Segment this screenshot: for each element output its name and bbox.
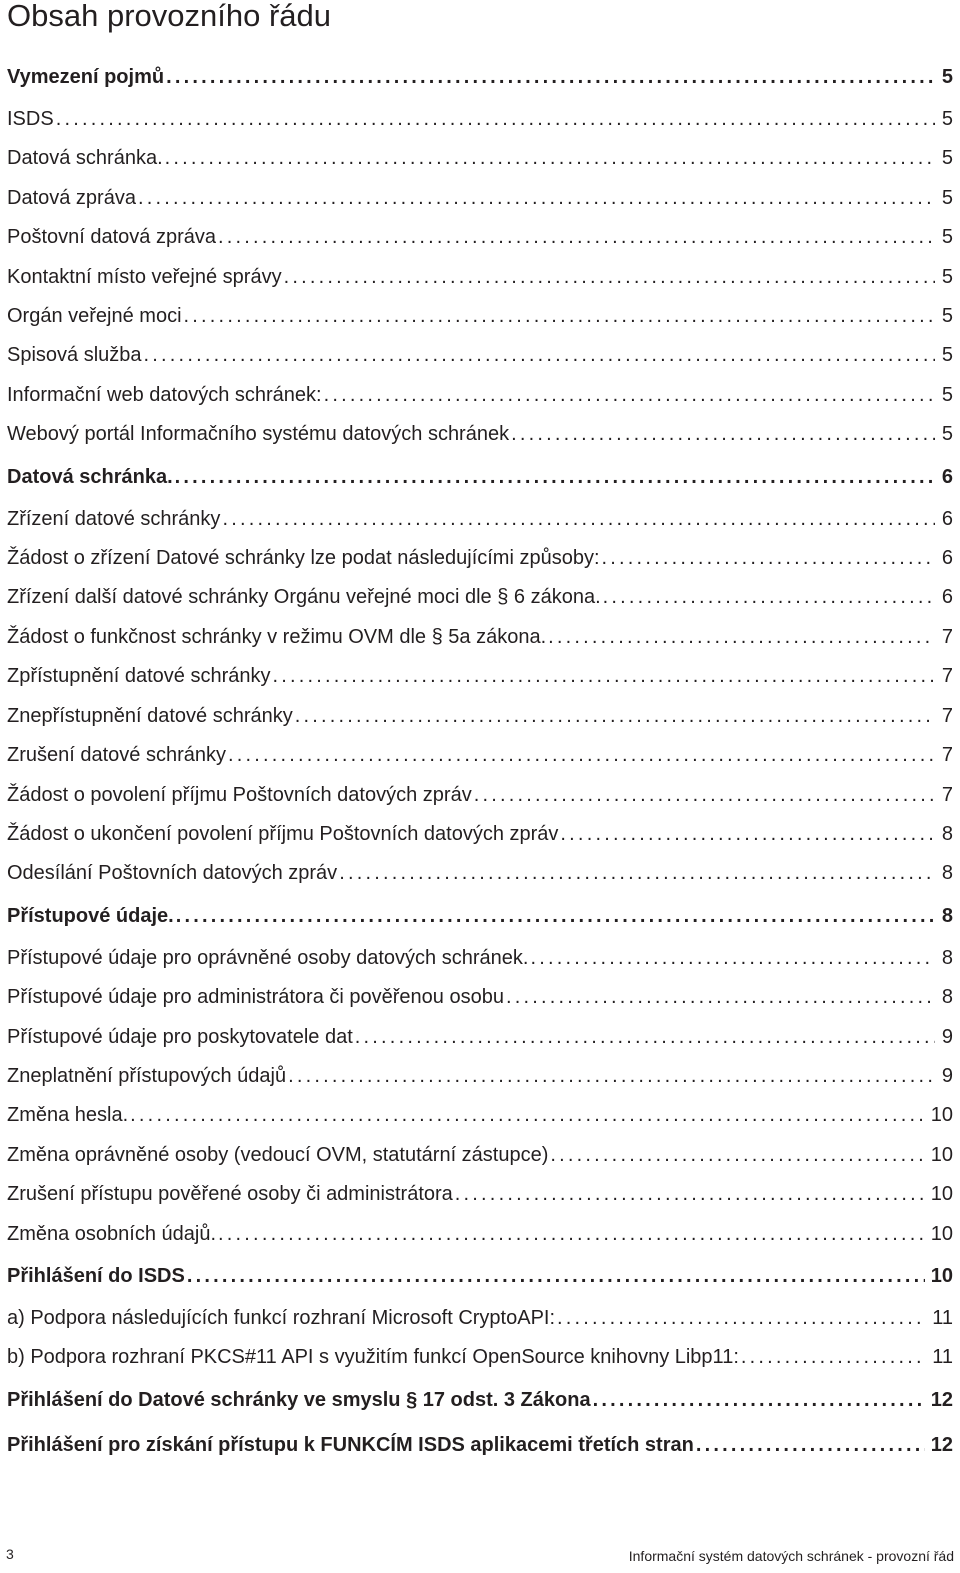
toc-entry[interactable] — [7, 415, 953, 454]
toc-entry-page: 10 — [930, 1143, 953, 1166]
toc-entry-label: a) Podpora následujících funkcí rozhraní Microsoft CryptoAPI: — [7, 1306, 556, 1329]
toc-entry-page: 6 — [941, 547, 953, 570]
toc-entry-page: 10 — [930, 1183, 953, 1206]
toc-entry-label: Změna oprávněné osoby (vedoucí OVM, statutární zástupce) — [7, 1143, 549, 1166]
toc-entry-page: 5 — [941, 66, 953, 88]
toc-entry[interactable] — [7, 1096, 953, 1135]
toc-entry-page: 5 — [941, 305, 953, 328]
toc-entry-label: Přihlášení do ISDS — [7, 1264, 185, 1287]
toc-leader-dots — [455, 1175, 925, 1214]
toc-leader-dots — [295, 697, 935, 736]
toc-leader-dots — [355, 1018, 935, 1057]
toc-leader-dots — [696, 1423, 925, 1468]
toc-leader-dots — [560, 815, 935, 854]
toc-entry-page: 5 — [941, 108, 953, 130]
toc-entry-label: Webový portál Informačního systému datových schránek — [7, 423, 510, 446]
toc-entry-label: ISDS — [7, 108, 54, 130]
toc-leader-dots — [603, 578, 935, 617]
toc-entry[interactable] — [7, 1423, 953, 1468]
toc-entry-label: Přístupové údaje. — [7, 904, 174, 927]
toc-entry-label: Změna hesla. — [7, 1104, 129, 1127]
toc-entry[interactable] — [7, 336, 953, 375]
toc-entry-label: Přihlášení pro získání přístupu k FUNKCÍM ISDS aplikacemi třetích stran — [7, 1433, 694, 1456]
toc-leader-dots — [218, 218, 935, 257]
footer-text: Informační systém datových schránek - provozní řád — [628, 1548, 954, 1564]
toc-entry[interactable] — [7, 179, 953, 218]
toc-leader-dots — [272, 657, 935, 696]
toc-entry-label: Orgán veřejné moci — [7, 305, 182, 328]
page-title: Obsah provozního řádu — [7, 0, 331, 33]
toc-entry-page: 8 — [941, 986, 953, 1009]
toc-leader-dots — [56, 100, 935, 139]
toc-leader-dots — [530, 939, 935, 978]
toc-entry-page: 5 — [941, 344, 953, 367]
toc-entry-page: 11 — [932, 1346, 953, 1369]
toc-entry[interactable] — [7, 854, 953, 893]
toc-leader-dots — [339, 854, 935, 893]
toc-entry-label: Odesílání Poštovních datových zpráv — [7, 862, 338, 885]
toc-entry-label: b) Podpora rozhraní PKCS#11 API s využitím funkcí OpenSource knihovny Libp11: — [7, 1346, 739, 1369]
toc-entry-label: Zpřístupnění datové schránky — [7, 665, 271, 688]
toc-entry-page: 10 — [930, 1104, 953, 1127]
toc-entry-label: Změna osobních údajů. — [7, 1222, 217, 1245]
toc-entry[interactable] — [7, 657, 953, 696]
toc-entry-label: Zrušení datové schránky — [7, 744, 226, 767]
toc-entry-page: 10 — [930, 1222, 953, 1245]
toc-entry-label: Datová schránka. — [7, 147, 163, 170]
toc-leader-dots — [557, 1299, 926, 1338]
toc-entry[interactable] — [7, 1018, 953, 1057]
toc-leader-dots — [218, 1215, 925, 1254]
toc-entry[interactable] — [7, 978, 953, 1017]
toc-entry[interactable] — [7, 697, 953, 736]
toc-entry-label: Žádost o zřízení Datové schránky lze podat následujícími způsoby: — [7, 547, 600, 570]
toc-leader-dots — [144, 336, 935, 375]
toc-leader-dots — [511, 415, 935, 454]
toc-entry-label: Datová schránka. — [7, 465, 173, 488]
toc-entry-label: Přístupové údaje pro poskytovatele dat — [7, 1025, 353, 1048]
toc-entry[interactable] — [7, 1057, 953, 1096]
toc-entry-page: 5 — [941, 147, 953, 170]
toc-entry-label: Přihlášení do Datové schránky ve smyslu § 17 odst. 3 Zákona — [7, 1388, 591, 1411]
toc-leader-dots — [284, 258, 935, 297]
toc-entry[interactable] — [7, 1299, 953, 1338]
toc-leader-dots — [166, 55, 935, 100]
toc-entry-page: 9 — [941, 1025, 953, 1048]
toc-entry-label: Žádost o ukončení povolení příjmu Poštovních datových zpráv — [7, 822, 559, 845]
toc-entry-label: Datová zpráva — [7, 186, 136, 209]
toc-entry-page: 8 — [941, 904, 953, 927]
toc-entry-page: 6 — [941, 586, 953, 609]
toc-entry-label: Informační web datových schránek: — [7, 383, 322, 406]
toc-entry-page: 5 — [941, 265, 953, 288]
toc-entry[interactable] — [7, 218, 953, 257]
toc-entry-label: Zrušení přístupu pověřené osoby či administrátora — [7, 1183, 453, 1206]
toc-entry[interactable] — [7, 1136, 953, 1175]
toc-entry-page: 8 — [941, 822, 953, 845]
toc-entry[interactable] — [7, 376, 953, 415]
toc-entry[interactable] — [7, 258, 953, 297]
toc-entry-page: 7 — [941, 783, 953, 806]
toc-leader-dots — [506, 978, 935, 1017]
toc-entry[interactable] — [7, 1338, 953, 1377]
toc-leader-dots — [176, 894, 935, 939]
toc-entry-page: 6 — [941, 465, 953, 488]
toc-entry-page: 7 — [941, 665, 953, 688]
toc-entry-page: 12 — [930, 1433, 953, 1456]
toc-entry-label: Zřízení datové schránky — [7, 507, 221, 530]
toc-entry[interactable] — [7, 1215, 953, 1254]
toc-leader-dots — [288, 1057, 935, 1096]
toc-entry-page: 7 — [941, 744, 953, 767]
toc-entry-label: Vymezení pojmů — [7, 66, 165, 88]
footer-page-number: 3 — [6, 1546, 14, 1562]
toc-entry[interactable] — [7, 55, 953, 100]
toc-entry-label: Žádost o funkčnost schránky v režimu OVM dle § 5a zákona. — [7, 625, 547, 648]
toc-entry-label: Přístupové údaje pro administrátora či pověřenou osobu — [7, 986, 504, 1009]
toc-leader-dots — [138, 179, 935, 218]
toc-leader-dots — [175, 455, 935, 500]
toc-leader-dots — [130, 1096, 925, 1135]
toc-entry[interactable] — [7, 578, 953, 617]
toc-entry-page: 11 — [932, 1306, 953, 1329]
toc-leader-dots — [222, 500, 935, 539]
toc-entry-page: 5 — [941, 383, 953, 406]
toc-leader-dots — [548, 618, 935, 657]
toc-entry-label: Zřízení další datové schránky Orgánu veřejné moci dle § 6 zákona. — [7, 586, 601, 609]
toc-entry[interactable] — [7, 100, 953, 139]
toc-leader-dots — [474, 776, 935, 815]
toc-entry[interactable] — [7, 455, 953, 500]
toc-entry[interactable] — [7, 1378, 953, 1423]
toc-entry-label: Žádost o povolení příjmu Poštovních datových zpráv — [7, 783, 472, 806]
toc-entry-label: Spisová služba — [7, 344, 142, 367]
toc-entry[interactable] — [7, 776, 953, 815]
toc-entry-page: 5 — [941, 423, 953, 446]
toc-entry[interactable] — [7, 618, 953, 657]
toc-leader-dots — [602, 539, 935, 578]
toc-entry-page: 10 — [930, 1264, 953, 1287]
toc-leader-dots — [324, 376, 935, 415]
toc-entry[interactable] — [7, 815, 953, 854]
toc-leader-dots — [184, 297, 935, 336]
toc-leader-dots — [228, 736, 935, 775]
toc-entry[interactable] — [7, 939, 953, 978]
toc-entry[interactable] — [7, 539, 953, 578]
toc-entry[interactable] — [7, 1175, 953, 1214]
toc-entry-page: 6 — [941, 507, 953, 530]
toc-leader-dots — [741, 1338, 926, 1377]
toc-entry-label: Znepřístupnění datové schránky — [7, 704, 293, 727]
toc-entry[interactable] — [7, 894, 953, 939]
toc-entry-page: 8 — [941, 946, 953, 969]
toc-entry-label: Poštovní datová zpráva — [7, 226, 217, 249]
toc-entry-page: 7 — [941, 704, 953, 727]
toc-entry-page: 5 — [941, 186, 953, 209]
toc-leader-dots — [593, 1378, 925, 1423]
toc-entry-label: Zneplatnění přístupových údajů — [7, 1064, 287, 1087]
toc-entry[interactable] — [7, 297, 953, 336]
toc-leader-dots — [550, 1136, 924, 1175]
toc-entry[interactable] — [7, 500, 953, 539]
toc-leader-dots — [187, 1254, 925, 1299]
toc-entry[interactable] — [7, 139, 953, 178]
toc-entry-label: Kontaktní místo veřejné správy — [7, 265, 282, 288]
toc-entry[interactable] — [7, 1254, 953, 1299]
toc-entry-page: 7 — [941, 625, 953, 648]
toc-entry-page: 8 — [941, 862, 953, 885]
toc-entry-page: 5 — [941, 226, 953, 249]
toc-leader-dots — [165, 139, 935, 178]
toc-entry-page: 9 — [941, 1064, 953, 1087]
table-of-contents — [7, 55, 953, 1468]
toc-entry-label: Přístupové údaje pro oprávněné osoby datových schránek. — [7, 946, 529, 969]
toc-entry-page: 12 — [930, 1388, 953, 1411]
toc-entry[interactable] — [7, 736, 953, 775]
